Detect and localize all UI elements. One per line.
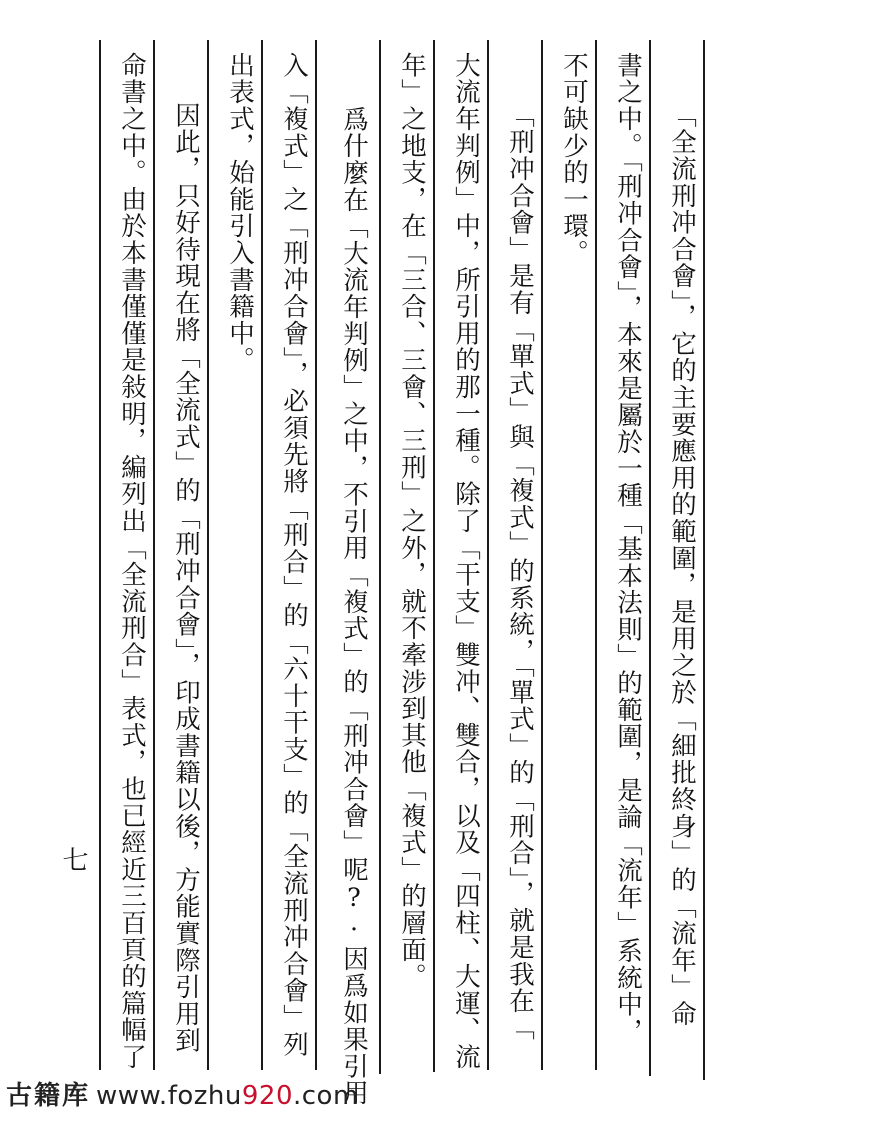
watermark-url-prefix: www.fozhu [96,1081,242,1111]
column-rule [703,40,705,1080]
text-column-11: 命書之中。由於本書僅僅是敍明，編列出「全流刑合」表式，也已經近三百頁的篇幅了 [117,52,147,1071]
text-column-5: 大流年判例」中，所引用的那一種。除了「干支」雙冲、雙合，以及「四柱、大運、流 [451,52,481,1071]
page-number: 七 [58,846,88,872]
column-rule [379,40,381,1074]
watermark-url-suffix: .com [293,1081,359,1111]
text-column-7: 爲什麼在「大流年判例」之中，不引用「複式」的「刑冲合會」呢?·因爲如果引用 [339,106,369,1107]
text-column-3: 不可缺少的一環。 [559,52,589,267]
column-rule [649,40,651,1076]
watermark [6,1078,359,1114]
column-rule [261,40,263,1070]
column-rule [433,40,435,1072]
column-rule [99,40,101,1070]
watermark-url [96,1081,359,1111]
text-column-1: 「全流刑冲合會」，它的主要應用的範圍，是用之於「細批終身」的「流年」命 [667,102,697,1028]
text-column-6: 年」之地支，在「三合、三會、三刑」之外，就不牽涉到其他「複式」的層面。 [397,52,427,990]
column-rule [207,40,209,1070]
column-rule [487,40,489,1070]
column-rule [595,40,597,1070]
column-rule [315,40,317,1070]
text-column-10: 因此，只好待現在將「全流式」的「刑冲合會」，印成書籍以後，方能實際引用到 [171,102,201,1055]
text-column-9: 出表式，始能引入書籍中。 [225,52,255,374]
column-rule [541,40,543,1070]
column-rule [153,40,155,1070]
watermark-url-number: 920 [241,1081,293,1111]
text-column-2: 書之中。「刑冲合會」，本來是屬於一種「基本法則」的範圍，是論「流年」系統中， [613,52,643,1045]
text-column-8: 入「複式」之「刑冲合會」，必須先將「刑合」的「六十干支」的「全流刑冲合會」列 [279,52,309,1058]
watermark-site-name: 古籍库 [6,1081,91,1111]
text-column-4: 「刑冲合會」是有「單式」與「複式」的系統，「單式」的「刑合」，就是我在「 [505,102,535,1042]
